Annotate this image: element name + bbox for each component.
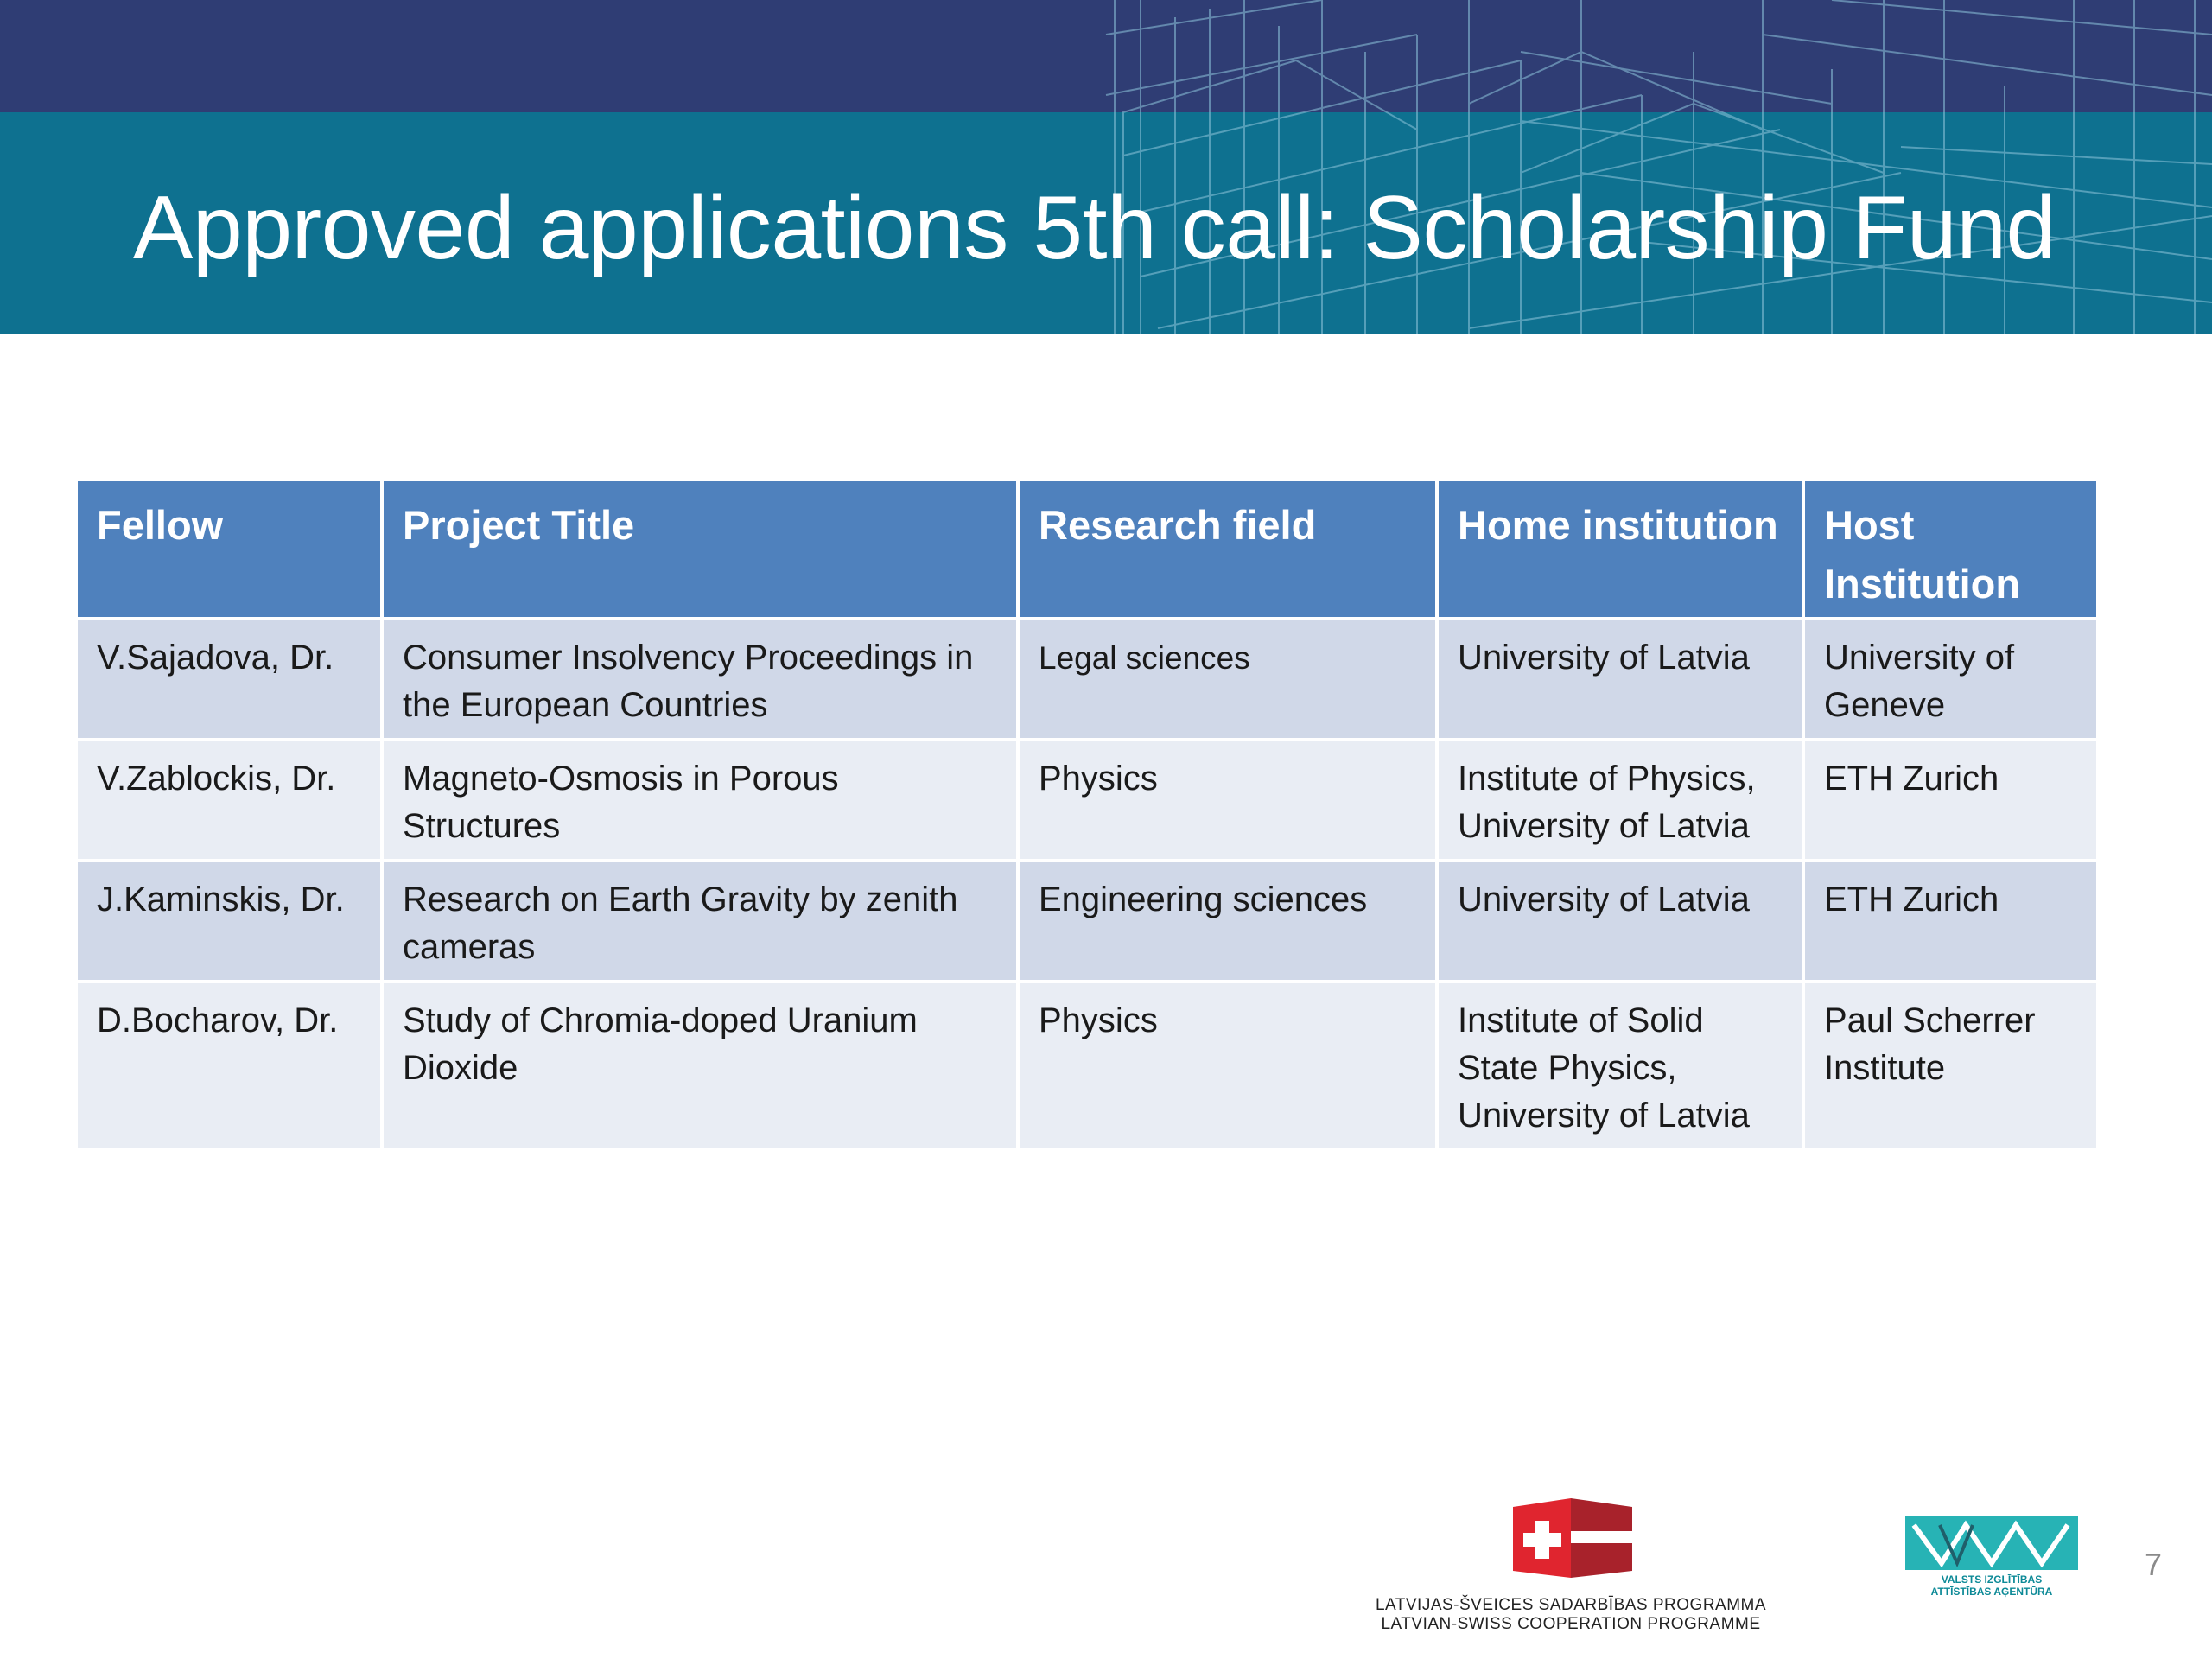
column-header-project-title: Project Title <box>384 481 1020 620</box>
cell-fellow: J.Kaminskis, Dr. <box>78 862 384 983</box>
cell-fellow: D.Bocharov, Dr. <box>78 983 384 1152</box>
latvian-swiss-programme-caption <box>1363 1596 1778 1634</box>
cell-project-title: Research on Earth Gravity by zenith cameras <box>384 862 1020 983</box>
logo-viaa-line2: ATTĪSTĪBAS AĢENTŪRA <box>1930 1586 2053 1598</box>
viaa-wave-icon <box>1905 1516 2078 1570</box>
cell-research-field: Engineering sciences <box>1020 862 1439 983</box>
cell-project-title: Study of Chromia-doped Uranium Dioxide <box>384 983 1020 1152</box>
table-row <box>78 741 2096 862</box>
column-header-host-institution: Host Institution <box>1805 481 2096 620</box>
table-header-row <box>78 481 2096 620</box>
cell-host-institution: Paul Scherrer Institute <box>1805 983 2096 1152</box>
latvian-swiss-flag-icon <box>1506 1495 1636 1581</box>
cell-fellow: V.Zablockis, Dr. <box>78 741 384 862</box>
cell-home-institution: Institute of Physics, University of Latvia <box>1439 741 1805 862</box>
cell-research-field: Physics <box>1020 983 1439 1152</box>
cell-host-institution: University of Geneve <box>1805 620 2096 741</box>
header-banner <box>0 0 2212 334</box>
cell-project-title: Consumer Insolvency Proceedings in the European Countries <box>384 620 1020 741</box>
cell-home-institution: University of Latvia <box>1439 620 1805 741</box>
table-row <box>78 620 2096 741</box>
table-row <box>78 862 2096 983</box>
column-header-home-institution: Home institution <box>1439 481 1805 620</box>
page-number: 7 <box>2145 1547 2163 1582</box>
cell-research-field: Physics <box>1020 741 1439 862</box>
logo-viaa-line1: VALSTS IZGLĪTĪBAS <box>1941 1573 2043 1586</box>
applications-table-container <box>78 481 2096 1152</box>
cell-host-institution: ETH Zurich <box>1805 741 2096 862</box>
viaa-agency-logo <box>1901 1516 2082 1607</box>
cell-project-title: Magneto-Osmosis in Porous Structures <box>384 741 1020 862</box>
cell-host-institution: ETH Zurich <box>1805 862 2096 983</box>
column-header-research-field: Research field <box>1020 481 1439 620</box>
table-row <box>78 983 2096 1152</box>
cell-fellow: V.Sajadova, Dr. <box>78 620 384 741</box>
logo-lv-line2: LATVIAN-SWISS COOPERATION PROGRAMME <box>1381 1615 1761 1633</box>
cell-home-institution: Institute of Solid State Physics, University of Latvia <box>1439 983 1805 1152</box>
latvian-swiss-programme-logo <box>1363 1491 1778 1637</box>
cell-home-institution: University of Latvia <box>1439 862 1805 983</box>
architecture-lines-decoration <box>0 0 2212 334</box>
slide-title: Approved applications 5th call: Scholarship Fund <box>133 178 2056 278</box>
applications-table <box>78 481 2096 1152</box>
logo-lv-line1: LATVIJAS-ŠVEICES SADARBĪBAS PROGRAMMA <box>1375 1596 1767 1614</box>
viaa-agency-caption <box>1901 1573 2082 1598</box>
cell-research-field: Legal sciences <box>1020 620 1439 741</box>
column-header-fellow: Fellow <box>78 481 384 620</box>
